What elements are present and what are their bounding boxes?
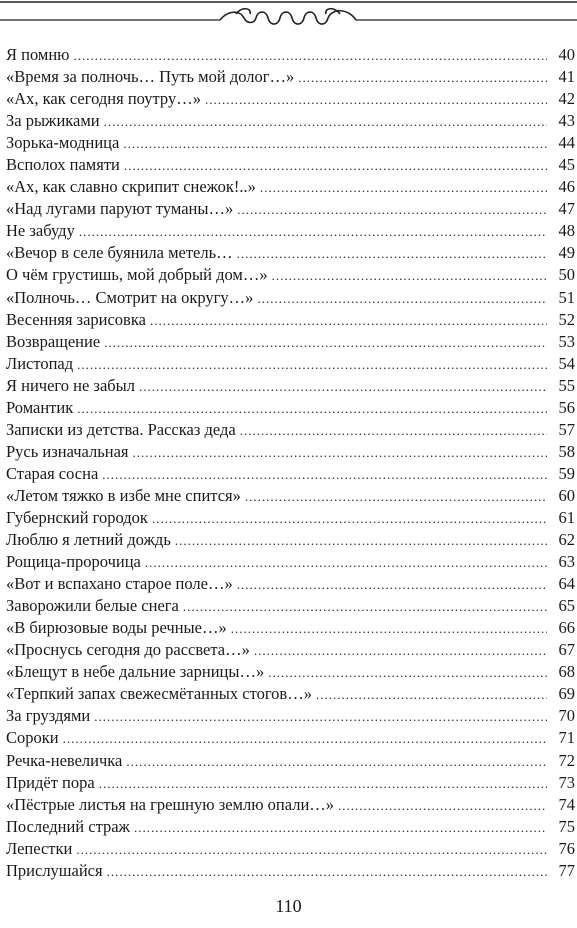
toc-entry-title: Листопад xyxy=(6,353,74,373)
toc-entry-title: Рощица-пророчица xyxy=(6,552,141,572)
toc-entry-title: Губернский городок xyxy=(6,507,148,527)
dot-leader xyxy=(257,288,547,310)
toc-entry-page: 75 xyxy=(558,816,575,836)
dot-leader xyxy=(298,67,547,89)
dot-leader xyxy=(94,706,547,728)
toc-entry-title: Старая сосна xyxy=(6,463,99,483)
toc-entry xyxy=(6,705,577,727)
dot-leader xyxy=(175,530,547,552)
toc-entry-title: Зорька-модница xyxy=(6,133,120,153)
dot-leader xyxy=(104,332,547,354)
toc-entry xyxy=(6,661,577,683)
dot-leader xyxy=(205,89,547,111)
toc-entry-title: «Над лугами паруют туманы…» xyxy=(6,199,234,219)
toc-entry-page: 77 xyxy=(558,860,575,880)
toc-entry-title: Русь изначальная xyxy=(6,441,129,461)
toc-entry xyxy=(6,639,577,661)
toc-entry-title: О чём грустишь, мой добрый дом…» xyxy=(6,265,268,285)
toc-entry xyxy=(6,772,577,794)
toc-entry xyxy=(6,176,577,198)
toc-entry-page: 65 xyxy=(558,596,575,616)
toc-entry-page: 76 xyxy=(558,838,575,858)
dot-leader xyxy=(77,354,547,376)
toc-entry xyxy=(6,441,577,463)
toc-entry-title: «Блещут в небе дальние зарницы…» xyxy=(6,662,265,682)
toc-entry xyxy=(6,66,577,88)
toc-entry-title: «Полночь… Смотрит на округу…» xyxy=(6,287,254,307)
toc-entry xyxy=(6,727,577,749)
toc-entry-title: Заворожили белые снега xyxy=(6,596,179,616)
toc-entry-page: 41 xyxy=(558,67,575,87)
toc-entry-page: 50 xyxy=(558,265,575,285)
toc-entry-page: 63 xyxy=(558,552,575,572)
dot-leader xyxy=(76,839,547,861)
toc-entry xyxy=(6,529,577,551)
toc-entry-title: Люблю я летний дождь xyxy=(6,530,171,550)
toc-entry-title: Всполох памяти xyxy=(6,155,120,175)
toc-entry-title: Возвращение xyxy=(6,331,101,351)
toc-entry-page: 60 xyxy=(558,485,575,505)
toc-entry-page: 42 xyxy=(558,89,575,109)
toc-entry xyxy=(6,44,577,66)
toc-entry xyxy=(6,198,577,220)
toc-entry-title: «Вечор в селе буянила метель… xyxy=(6,243,233,263)
dot-leader xyxy=(316,684,547,706)
toc-entry-title: «Ах, как сегодня поутру…» xyxy=(6,89,201,109)
dot-leader xyxy=(152,508,547,530)
toc-entry xyxy=(6,816,577,838)
dot-leader xyxy=(240,420,547,442)
toc-entry-title: Я ничего не забыл xyxy=(6,375,135,395)
toc-entry xyxy=(6,309,577,331)
toc-entry xyxy=(6,154,577,176)
dot-leader xyxy=(254,640,547,662)
toc-entry-page: 66 xyxy=(558,618,575,638)
toc-entry-title: За груздями xyxy=(6,706,91,726)
dot-leader xyxy=(123,133,547,155)
toc-entry-title: «Летом тяжко в избе мне спится» xyxy=(6,485,241,505)
toc-entry-page: 71 xyxy=(558,728,575,748)
toc-entry xyxy=(6,331,577,353)
dot-leader xyxy=(139,376,547,398)
toc-entry-page: 62 xyxy=(558,530,575,550)
toc-entry xyxy=(6,110,577,132)
toc-entry-page: 48 xyxy=(558,221,575,241)
toc-entry-page: 53 xyxy=(558,331,575,351)
toc-entry-page: 64 xyxy=(558,574,575,594)
toc-entry-title: Сороки xyxy=(6,728,59,748)
page-number: 110 xyxy=(275,896,302,916)
dot-leader xyxy=(99,773,547,795)
toc-entry-page: 74 xyxy=(558,794,575,814)
toc-entry-page: 73 xyxy=(558,772,575,792)
dot-leader xyxy=(268,662,547,684)
toc-entry xyxy=(6,463,577,485)
toc-entry xyxy=(6,353,577,375)
toc-entry-page: 68 xyxy=(558,662,575,682)
toc-entry xyxy=(6,220,577,242)
dot-leader xyxy=(237,199,547,221)
toc-entry-page: 57 xyxy=(558,419,575,439)
toc-entry xyxy=(6,419,577,441)
toc-entry-title: «Ах, как славно скрипит снежок!..» xyxy=(6,177,256,197)
dot-leader xyxy=(107,861,547,883)
toc-entry-page: 43 xyxy=(558,111,575,131)
toc-entry-title: Записки из детства. Рассказ деда xyxy=(6,419,236,439)
dot-leader xyxy=(79,221,547,243)
toc-entry xyxy=(6,617,577,639)
toc-entry xyxy=(6,573,577,595)
dot-leader xyxy=(124,155,547,177)
toc-entry-page: 54 xyxy=(558,353,575,373)
toc-entry-title: «Время за полночь… Путь мой долог…» xyxy=(6,67,295,87)
dot-leader xyxy=(63,728,547,750)
toc-entry-title: Речка-невеличка xyxy=(6,750,123,770)
toc-entry-page: 61 xyxy=(558,507,575,527)
toc-entry xyxy=(6,860,577,882)
toc-entry xyxy=(6,595,577,617)
dot-leader xyxy=(272,265,547,287)
toc-entry-title: Лепестки xyxy=(6,838,73,858)
dot-leader xyxy=(260,177,547,199)
toc-entry-title: Я помню xyxy=(6,45,70,64)
toc-entry-page: 58 xyxy=(558,441,575,461)
flourish-ornament-icon xyxy=(0,0,577,30)
toc-entry-page: 44 xyxy=(558,133,575,153)
dot-leader xyxy=(237,574,547,596)
dot-leader xyxy=(145,552,547,574)
toc-entry-title: Не забуду xyxy=(6,221,75,241)
toc-entry-title: Придёт пора xyxy=(6,772,95,792)
toc-entry xyxy=(6,750,577,772)
toc-entry-title: Последний страж xyxy=(6,816,130,836)
dot-leader xyxy=(150,310,547,332)
toc-entry-page: 56 xyxy=(558,397,575,417)
toc-entry xyxy=(6,88,577,110)
toc-entry-page: 72 xyxy=(558,750,575,770)
toc-entry-title: «В бирюзовые воды речные…» xyxy=(6,618,227,638)
toc-entry xyxy=(6,242,577,264)
dot-leader xyxy=(104,111,547,133)
dot-leader xyxy=(134,817,547,839)
toc-entry-title: Прислушайся xyxy=(6,860,103,880)
dot-leader xyxy=(338,795,547,817)
dot-leader xyxy=(133,442,547,464)
dot-leader xyxy=(126,751,547,773)
dot-leader xyxy=(231,618,547,640)
dot-leader xyxy=(74,45,548,67)
dot-leader xyxy=(237,243,547,265)
toc-entry-title: За рыжиками xyxy=(6,111,100,131)
toc-entry-title: «Терпкий запах свежесмётанных стогов…» xyxy=(6,684,312,704)
toc-entry xyxy=(6,794,577,816)
toc-entry xyxy=(6,485,577,507)
toc-entry xyxy=(6,375,577,397)
toc-entry-title: Романтик xyxy=(6,397,74,417)
toc-entry-page: 49 xyxy=(558,243,575,263)
toc-entry xyxy=(6,287,577,309)
toc-entry xyxy=(6,507,577,529)
toc-entry-page: 47 xyxy=(558,199,575,219)
toc-entry-page: 45 xyxy=(558,155,575,175)
toc-entry-page: 40 xyxy=(558,45,575,64)
toc-entry-page: 52 xyxy=(558,309,575,329)
toc-entry-page: 70 xyxy=(558,706,575,726)
toc-entry xyxy=(6,683,577,705)
toc-entry-page: 46 xyxy=(558,177,575,197)
toc-entry-page: 51 xyxy=(558,287,575,307)
toc-entry-title: «Вот и вспахано старое поле…» xyxy=(6,574,233,594)
toc-entry-title: «Проснусь сегодня до рассвета…» xyxy=(6,640,250,660)
dot-leader xyxy=(77,398,547,420)
dot-leader xyxy=(102,464,547,486)
toc-entry-title: Весенняя зарисовка xyxy=(6,309,146,329)
toc-entry-page: 69 xyxy=(558,684,575,704)
toc-entry xyxy=(6,838,577,860)
toc-entry-page: 59 xyxy=(558,463,575,483)
dot-leader xyxy=(183,596,547,618)
toc-entry xyxy=(6,551,577,573)
toc-entry-page: 67 xyxy=(558,640,575,660)
toc-entry-title: «Пёстрые листья на грешную землю опали…» xyxy=(6,794,335,814)
dot-leader xyxy=(245,486,547,508)
toc-entry xyxy=(6,132,577,154)
toc-entry xyxy=(6,264,577,286)
toc-entry-page: 55 xyxy=(558,375,575,395)
toc-entry xyxy=(6,397,577,419)
table-of-contents xyxy=(6,44,577,882)
